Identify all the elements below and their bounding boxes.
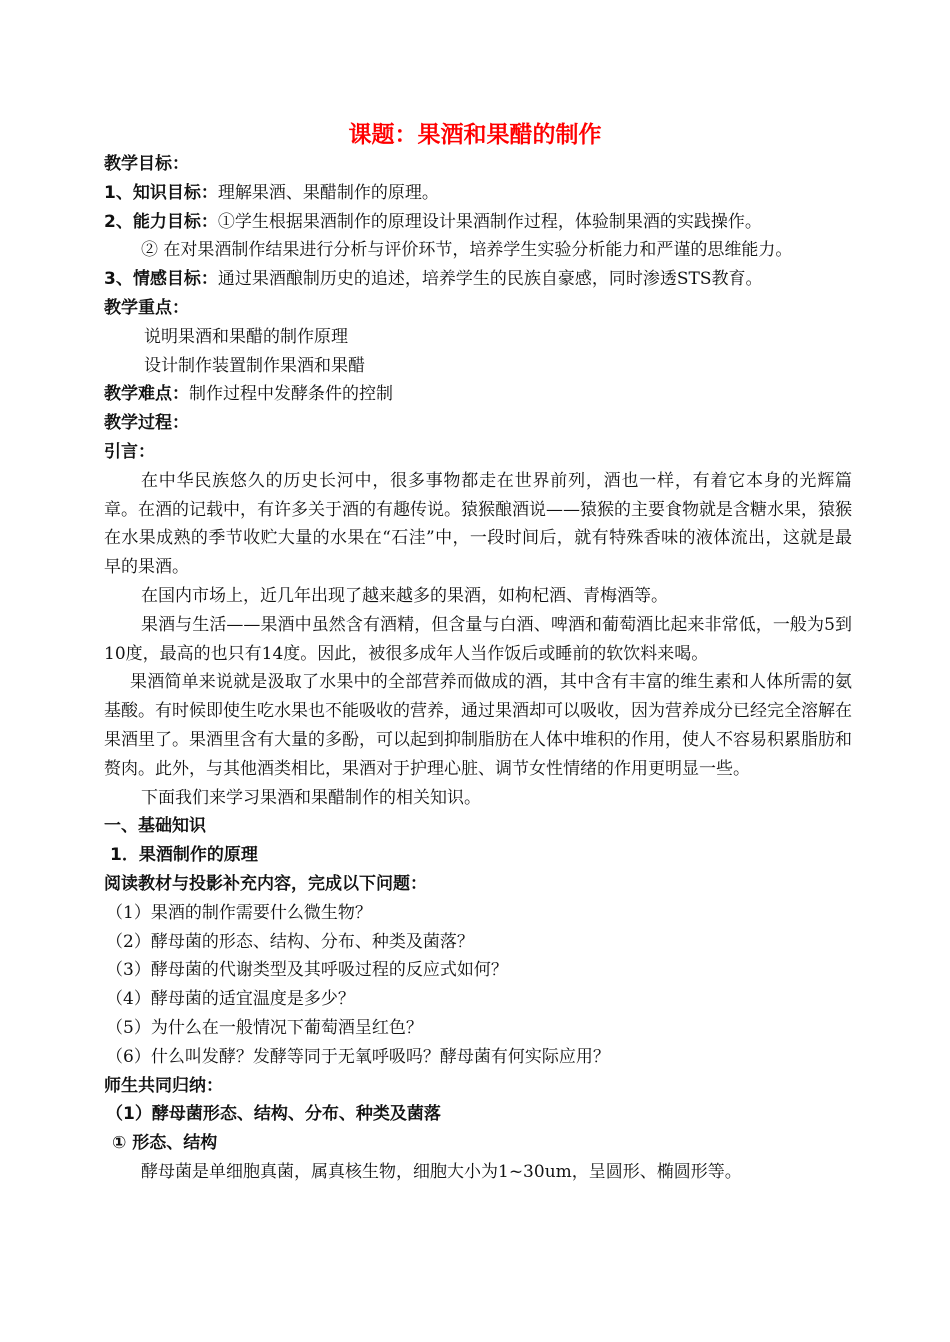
difficulty-label: 教学难点： xyxy=(104,384,189,405)
key-point-item: 说明果酒和果醋的制作原理 xyxy=(144,326,348,347)
knowledge-goal-label: 1、知识目标： xyxy=(104,182,218,203)
intro-paragraph: 果酒与生活——果酒中虽然含有酒精，但含量与白酒、啤酒和葡萄酒比起来非常低，一般为5到10度，最高的也只有14度。因此，被很多成年人当作饭后或睡前的软饮料来喝。 xyxy=(104,614,852,664)
ability-goal-text: ①学生根据果酒制作的原理设计果酒制作过程，体验制果酒的实践操作。 xyxy=(217,211,762,232)
intro-heading: 引言： xyxy=(104,441,155,462)
intro-paragraph: 在中华民族悠久的历史长河中，很多事物都走在世界前列，酒也一样，有着它本身的光辉篇章。在酒的记载中，有许多关于酒的有趣传说。猿猴酿酒说——猿猴的主要食物就是含糖水果，猿猴在水果成熟的季节收贮大量的水果在“石洼”中，一段时间后，就有特殊香味的液体流出，这就是最早的果酒。 xyxy=(104,470,852,578)
section-subheading: 1．果酒制作的原理 xyxy=(110,845,258,866)
question-item: （6）什么叫发酵？发酵等同于无氧呼吸吗？酵母菌有何实际应用？ xyxy=(106,1046,610,1067)
key-point-item: 设计制作装置制作果酒和果醋 xyxy=(144,355,365,376)
question-item: （1）果酒的制作需要什么微生物？ xyxy=(106,902,372,923)
summary-subheading: （1）酵母菌形态、结构、分布、种类及菌落 xyxy=(106,1104,441,1125)
reading-prompt: 阅读教材与投影补充内容，完成以下问题： xyxy=(104,873,427,894)
difficulty-line xyxy=(104,380,852,409)
emotion-goal xyxy=(104,265,852,294)
question-item: （5）为什么在一般情况下葡萄酒呈红色？ xyxy=(106,1017,423,1038)
summary-text: 酵母菌是单细胞真菌，属真核生物，细胞大小为1~30um，呈圆形、椭圆形等。 xyxy=(141,1161,742,1182)
intro-paragraph: 果酒简单来说就是汲取了水果中的全部营养而做成的酒，其中含有丰富的维生素和人体所需的氨基酸。有时候即使生吃水果也不能吸收的营养，通过果酒却可以吸收，因为营养成分已经完全溶解在果酒里了。果酒里含有大量的多酚，可以起到抑制脂肪在人体中堆积的作用，使人不容易积累脂肪和赘肉。此外，与其他酒类相比，果酒对于护理心脏、调节女性情绪的作用更明显一些。 xyxy=(104,672,852,779)
question-item: （2）酵母菌的形态、结构、分布、种类及菌落？ xyxy=(106,931,474,952)
summary-heading: 师生共同归纳： xyxy=(104,1075,223,1096)
process-heading: 教学过程： xyxy=(104,413,189,434)
ability-goal-label: 2、能力目标： xyxy=(104,211,218,232)
goals-heading: 教学目标： xyxy=(104,154,189,174)
knowledge-goal xyxy=(104,179,852,208)
key-points-heading: 教学重点： xyxy=(104,297,189,318)
difficulty-text: 制作过程中发酵条件的控制 xyxy=(189,384,393,405)
knowledge-goal-text: 理解果酒、果醋制作的原理。 xyxy=(217,182,439,203)
ability-goal xyxy=(104,208,852,237)
intro-paragraph: 在国内市场上，近几年出现了越来越多的果酒，如枸杞酒、青梅酒等。 xyxy=(141,585,668,606)
question-item: （3）酵母菌的代谢类型及其呼吸过程的反应式如何？ xyxy=(106,960,508,981)
emotion-goal-text: 通过果酒酿制历史的追述，培养学生的民族自豪感，同时渗透STS教育。 xyxy=(217,269,763,290)
section-heading: 一、基础知识 xyxy=(104,816,206,837)
emotion-goal-label: 3、情感目标： xyxy=(104,269,218,290)
intro-paragraph: 下面我们来学习果酒和果醋制作的相关知识。 xyxy=(141,787,481,808)
ability-goal-text-2: ② 在对果酒制作结果进行分析与评价环节，培养学生实验分析能力和严谨的思维能力。 xyxy=(141,240,793,261)
summary-subheading-2: ① 形态、结构 xyxy=(112,1133,218,1154)
document-body xyxy=(104,150,852,1187)
page-title: 课题：果酒和果醋的制作 xyxy=(348,122,602,148)
question-item: （4）酵母菌的适宜温度是多少？ xyxy=(106,989,355,1010)
